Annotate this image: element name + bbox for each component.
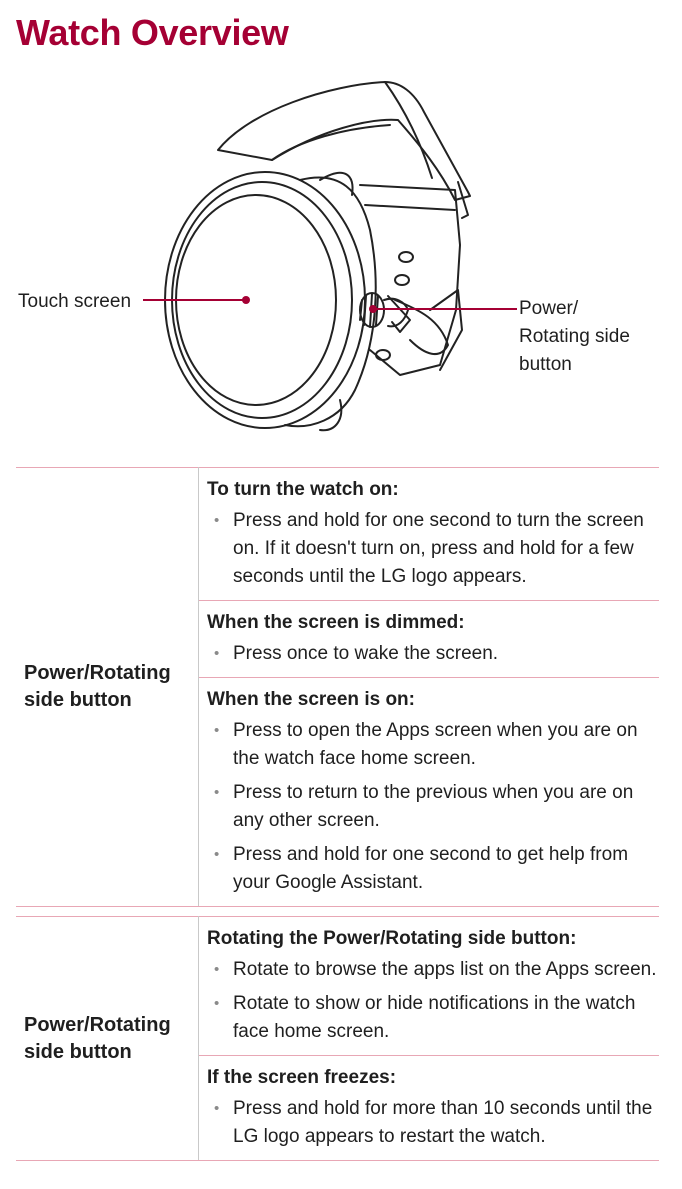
bullet-icon: • xyxy=(214,846,220,863)
function-cell xyxy=(199,468,660,907)
list-item-text: Press and hold for more than 10 seconds until the LG logo appears to restart the watch. xyxy=(233,1098,653,1147)
list-item xyxy=(207,779,659,835)
row-label xyxy=(16,917,199,1161)
touch-screen-callout: Touch screen xyxy=(18,291,132,312)
bullet-icon: • xyxy=(214,995,220,1012)
function-section xyxy=(199,1056,659,1160)
section-heading: If the screen freezes: xyxy=(207,1067,397,1088)
list-item-text: Press once to wake the screen. xyxy=(233,643,499,664)
section-heading: Rotating the Power/Rotating side button: xyxy=(207,928,577,949)
list-item-text: Rotate to browse the apps list on the Apps screen. xyxy=(233,959,657,980)
list-item xyxy=(207,956,659,984)
list-item xyxy=(207,841,659,897)
bullet-icon: • xyxy=(214,784,220,801)
list-item xyxy=(207,507,659,591)
section-heading: When the screen is dimmed: xyxy=(207,612,465,633)
watch-illustration xyxy=(0,60,682,460)
row-label-line: Power/Rotating xyxy=(24,1013,171,1036)
power-button-callout xyxy=(519,295,669,379)
bullet-icon: • xyxy=(214,1100,220,1117)
list-item-text: Press to open the Apps screen when you are on the watch face home screen. xyxy=(233,720,638,769)
section-heading: To turn the watch on: xyxy=(207,479,399,500)
function-section xyxy=(199,917,659,1056)
callout-line: Rotating side xyxy=(519,326,630,347)
function-section xyxy=(199,678,659,906)
row-label-line: side button xyxy=(24,689,132,711)
function-section xyxy=(199,601,659,678)
list-item xyxy=(207,990,659,1046)
page-title: Watch Overview xyxy=(16,12,289,53)
bullet-icon: • xyxy=(214,961,220,978)
button-function-table xyxy=(16,467,659,907)
bullet-icon: • xyxy=(214,645,220,662)
rotation-function-table xyxy=(16,916,659,1161)
list-item-text: Press and hold for one second to turn the screen on. If it doesn't turn on, press and hold for a few seconds until the LG logo appears. xyxy=(233,510,644,587)
row-label xyxy=(16,468,199,907)
callout-line: button xyxy=(519,354,572,375)
bullet-icon: • xyxy=(214,722,220,739)
function-cell xyxy=(199,917,660,1161)
list-item xyxy=(207,1095,659,1151)
row-label-line: side button xyxy=(24,1040,132,1063)
list-item-text: Press to return to the previous when you are on any other screen. xyxy=(233,782,634,831)
list-item xyxy=(207,717,659,773)
list-item-text: Rotate to show or hide notifications in the watch face home screen. xyxy=(233,993,636,1042)
bullet-icon: • xyxy=(214,512,220,529)
list-item-text: Press and hold for one second to get help from your Google Assistant. xyxy=(233,844,629,893)
list-item xyxy=(207,640,659,668)
section-heading: When the screen is on: xyxy=(207,689,415,710)
row-label-line: Power/Rotating xyxy=(24,662,171,684)
function-section xyxy=(199,468,659,601)
callout-line: Power/ xyxy=(519,298,579,319)
